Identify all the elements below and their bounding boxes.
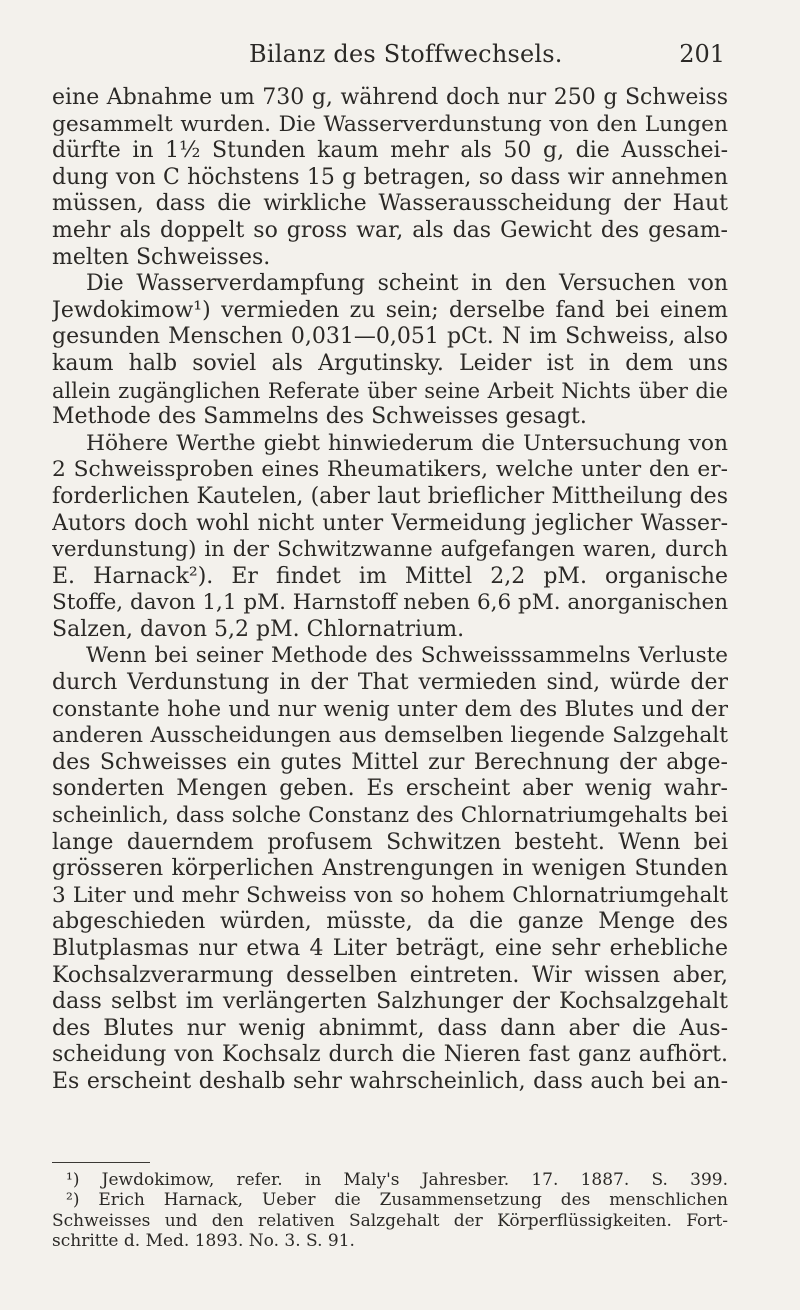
text-line: grösseren körperlichen Anstrengungen in wenigen Stunden — [52, 856, 728, 882]
footnotes — [52, 1170, 728, 1252]
text-line: müssen, dass die wirkliche Wasserausscheidung der Haut — [52, 191, 728, 217]
text-line: scheinlich, dass solche Constanz des Chlornatriumgehalts bei — [52, 803, 728, 829]
text-line: allein zugänglichen Referate über seine Arbeit Nichts über die — [52, 378, 728, 403]
text-line: dass selbst im verlängerten Salzhunger der Kochsalzgehalt — [52, 989, 728, 1015]
text-line: anderen Ausscheidungen aus demselben liegende Salzgehalt — [52, 723, 728, 749]
text-line: dung von C höchstens 15 g betragen, so dass wir annehmen — [52, 164, 728, 190]
text-line: sonderten Mengen geben. Es erscheint aber wenig wahr- — [52, 776, 728, 802]
page-number: 201 — [679, 40, 725, 68]
text-line: des Schweisses ein gutes Mittel zur Berechnung der abge- — [52, 749, 728, 775]
text-line: abgeschieden würden, müsste, da die ganze Menge des — [52, 909, 728, 935]
text-line: Jewdokimow¹) vermieden zu sein; derselbe fand bei einem — [52, 297, 728, 323]
text-line: eine Abnahme um 730 g, während doch nur 250 g Schweiss — [52, 85, 728, 110]
footnote-line: schritte d. Med. 1893. No. 3. S. 91. — [52, 1231, 355, 1252]
body-text — [52, 85, 728, 1096]
text-line: Autors doch wohl nicht unter Vermeidung jeglicher Wasser- — [52, 510, 728, 536]
text-line: des Blutes nur wenig abnimmt, dass dann aber die Aus- — [52, 1015, 728, 1041]
running-title: Bilanz des Stoffwechsels. — [249, 40, 563, 68]
text-line: Stoffe, davon 1,1 pM. Harnstoff neben 6,6 pM. anorganischen — [52, 590, 728, 616]
text-line: Höhere Werthe giebt hinwiederum die Untersuchung von — [86, 430, 728, 456]
footnote-line: ¹) Jewdokimow, refer. in Maly's Jahresber. 17. 1887. S. 399. — [66, 1170, 728, 1190]
text-line: constante hohe und nur wenig unter dem des Blutes und der — [52, 696, 728, 722]
text-line: verdunstung) in der Schwitzwanne aufgefangen waren, durch — [52, 537, 728, 563]
text-line: 2 Schweissproben eines Rheumatikers, welche unter den er- — [52, 457, 728, 483]
text-line: gesunden Menschen 0,031—0,051 pCt. N im Schweiss, also — [52, 324, 728, 350]
text-line: forderlichen Kautelen, (aber laut brieflicher Mittheilung des — [52, 483, 728, 509]
text-line: Es erscheint deshalb sehr wahrscheinlich, dass auch bei an- — [52, 1068, 728, 1094]
text-line: melten Schweisses. — [52, 244, 271, 270]
text-line: scheidung von Kochsalz durch die Nieren fast ganz aufhört. — [52, 1042, 728, 1068]
text-line: Salzen, davon 5,2 pM. Chlornatrium. — [52, 616, 465, 642]
text-line: 3 Liter und mehr Schweiss von so hohem Chlornatriumgehalt — [52, 882, 728, 908]
text-line: Die Wasserverdampfung scheint in den Versuchen von — [86, 271, 728, 297]
text-line: mehr als doppelt so gross war, als das Gewicht des gesam- — [52, 217, 728, 243]
text-line: gesammelt wurden. Die Wasserverdunstung von den Lungen — [52, 111, 728, 137]
text-line: Wenn bei seiner Methode des Schweisssammelns Verluste — [86, 643, 728, 669]
text-line: Blutplasmas nur etwa 4 Liter beträgt, eine sehr erhebliche — [52, 936, 728, 961]
text-line: durch Verdunstung in der That vermieden sind, würde der — [52, 670, 728, 696]
text-line: lange dauerndem profusem Schwitzen besteht. Wenn bei — [52, 829, 728, 855]
footnote-line: ²) Erich Harnack, Ueber die Zusammensetzung des menschlichen — [66, 1190, 728, 1211]
running-head — [249, 40, 725, 74]
footnote-rule — [52, 1162, 150, 1163]
text-line: Kochsalzverarmung desselben eintreten. Wir wissen aber, — [52, 962, 728, 988]
text-line: dürfte in 1½ Stunden kaum mehr als 50 g, die Ausschei- — [52, 138, 728, 164]
text-line: E. Harnack²). Er findet im Mittel 2,2 pM. organische — [52, 563, 728, 589]
text-line: kaum halb soviel als Argutinsky. Leider ist in dem uns — [52, 350, 728, 376]
text-line: Methode des Sammelns des Schweisses gesagt. — [52, 404, 587, 430]
footnote-line: Schweisses und den relativen Salzgehalt der Körperflüssigkeiten. Fort- — [52, 1210, 728, 1231]
